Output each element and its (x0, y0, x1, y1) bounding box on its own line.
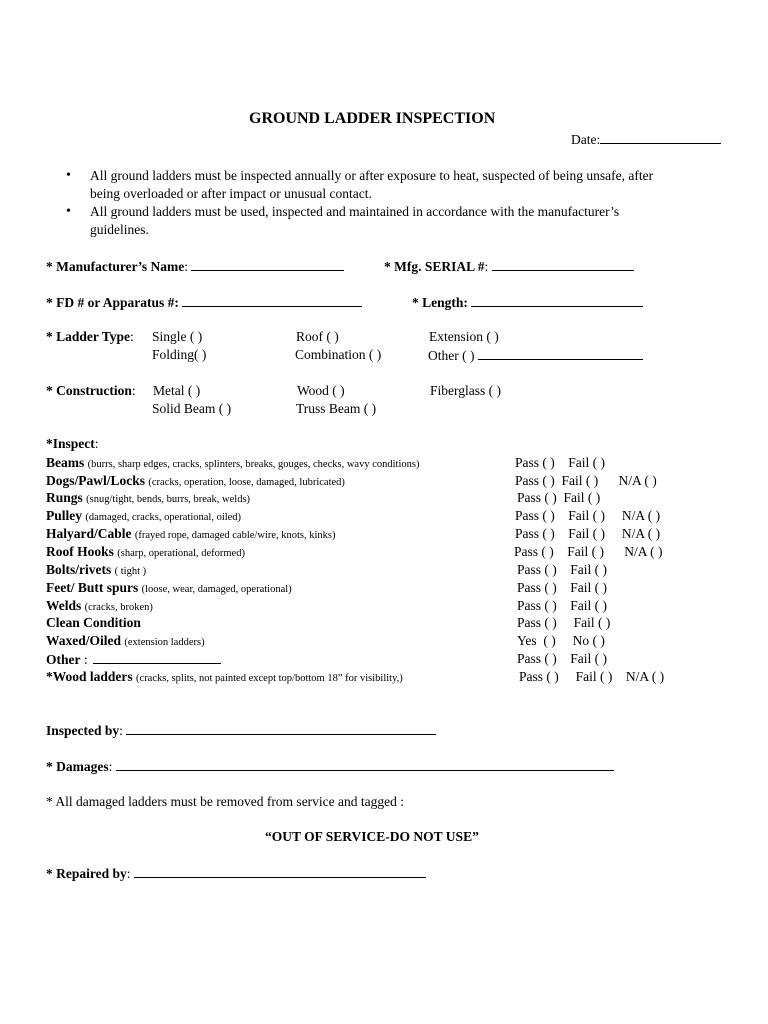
date-label: Date: (571, 132, 601, 147)
inspect-item (46, 562, 146, 578)
ladder-type-extension[interactable]: Extension ( ) (429, 329, 499, 344)
length-blank[interactable] (471, 294, 643, 307)
inspect-item-name: Roof Hooks (46, 544, 114, 559)
page-title: GROUND LADDER INSPECTION (249, 110, 496, 127)
inspect-item-detail: (damaged, cracks, operational, oiled) (85, 512, 242, 523)
ladder-type-label-wrap: * Ladder Type: (46, 329, 134, 344)
inspect-item-name: Welds (46, 598, 82, 613)
ladder-type-other (428, 347, 643, 364)
manufacturer-name-blank[interactable] (191, 258, 344, 271)
inspect-item-options[interactable]: Pass ( ) Fail ( ) (517, 598, 607, 613)
inspect-item-name: Dogs/Pawl/Locks (46, 473, 146, 488)
construction-label-wrap: * Construction: (46, 383, 136, 398)
inspect-item-detail: (frayed rope, damaged cable/wire, knots, kinks) (134, 530, 336, 541)
inspect-item (46, 669, 403, 685)
ladder-type-other-label[interactable]: Other ( ) (428, 348, 475, 363)
construction-truss-beam[interactable]: Truss Beam ( ) (296, 401, 377, 416)
date-field (571, 131, 721, 148)
instruction-line: guidelines. (90, 222, 149, 237)
inspect-item-options[interactable]: Pass ( ) Fail ( ) N/A ( ) (514, 544, 663, 559)
inspect-item-options[interactable]: Pass ( ) Fail ( ) N/A ( ) (515, 473, 657, 488)
inspect-item-name: Feet/ Butt spurs (46, 580, 139, 595)
inspect-item-detail: (loose, wear, damaged, operational) (141, 584, 292, 595)
instructions-list (66, 167, 726, 239)
inspect-item-detail: (cracks, broken) (84, 602, 153, 613)
inspect-item-name: Beams (46, 455, 85, 470)
inspect-item-detail: (snug/tight, bends, burrs, break, welds) (86, 494, 251, 505)
length-field (412, 294, 643, 311)
inspect-item-options[interactable]: Pass ( ) Fail ( ) (517, 615, 611, 630)
instruction-item (66, 167, 726, 203)
inspect-item-name: Clean Condition (46, 615, 141, 630)
inspect-item-name: Waxed/Oiled (46, 633, 122, 648)
ladder-type-other-blank[interactable] (478, 347, 643, 360)
ladder-type-folding[interactable]: Folding( ) (152, 347, 207, 362)
inspect-item-detail: (burrs, sharp edges, cracks, splinters, breaks, gouges, checks, wavy conditions) (87, 459, 420, 470)
inspect-item-name: Halyard/Cable (46, 526, 132, 541)
inspect-item-detail: : (83, 652, 88, 667)
instruction-item (66, 203, 726, 239)
serial-label: * Mfg. SERIAL # (384, 259, 485, 274)
inspect-item (46, 473, 345, 489)
inspect-item (46, 633, 205, 649)
inspect-label: *Inspect (46, 436, 95, 451)
inspect-item-options[interactable]: Pass ( ) Fail ( ) (517, 580, 607, 595)
length-label: * Length: (412, 295, 468, 310)
inspect-item-name: Other (46, 652, 81, 667)
removal-note: * All damaged ladders must be removed from service and tagged : (46, 794, 405, 809)
inspect-item (46, 508, 241, 524)
inspect-item-detail: (cracks, operation, loose, damaged, lubricated) (148, 477, 345, 488)
inspect-item-options[interactable]: Pass ( ) Fail ( ) (517, 562, 607, 577)
construction-fiberglass[interactable]: Fiberglass ( ) (430, 383, 501, 398)
serial-field: * Mfg. SERIAL #: (384, 258, 634, 275)
instruction-line: being overloaded or after impact or unusual contact. (90, 186, 372, 201)
ladder-type-single[interactable]: Single ( ) (152, 329, 203, 344)
inspected-by-field: Inspected by: (46, 722, 436, 739)
inspect-item-options[interactable]: Pass ( ) Fail ( ) N/A ( ) (519, 669, 665, 684)
inspect-item (46, 580, 292, 596)
instruction-line: • All ground ladders must be used, inspected and maintained in accordance with the manufacturer’s (90, 204, 620, 219)
inspected-by-blank[interactable] (126, 722, 436, 735)
inspect-item (46, 615, 141, 631)
inspect-item-detail: (sharp, operational, deformed) (117, 548, 245, 559)
inspect-item (46, 598, 153, 614)
inspect-item-options[interactable]: Pass ( ) Fail ( ) (517, 651, 607, 666)
repaired-by-field: * Repaired by: (46, 865, 426, 882)
inspect-item (46, 455, 419, 471)
fd-apparatus-blank[interactable] (182, 294, 362, 307)
inspected-by-label: Inspected by (46, 723, 120, 738)
inspect-header: *Inspect: (46, 436, 99, 451)
construction-label: * Construction (46, 383, 132, 398)
inspect-item-options[interactable]: Pass ( ) Fail ( ) N/A ( ) (515, 508, 661, 523)
inspect-item-options[interactable]: Pass ( ) Fail ( ) (515, 455, 605, 470)
inspect-item-name: Rungs (46, 490, 83, 505)
damages-field: * Damages: (46, 758, 614, 775)
ladder-type-label: * Ladder Type (46, 329, 131, 344)
serial-blank[interactable] (492, 258, 634, 271)
ladder-type-combination[interactable]: Combination ( ) (295, 347, 382, 362)
repaired-by-blank[interactable] (134, 865, 426, 878)
inspect-item-options[interactable]: Pass ( ) Fail ( ) N/A ( ) (515, 526, 661, 541)
fd-apparatus-field (46, 294, 362, 311)
inspect-item-options[interactable]: Pass ( ) Fail ( ) (517, 490, 601, 505)
inspect-item-name: Bolts/rivets (46, 562, 112, 577)
manufacturer-name-label: * Manufacturer’s Name (46, 259, 185, 274)
inspect-item-name: Pulley (46, 508, 82, 523)
inspect-item (46, 544, 245, 560)
inspect-item-detail: (cracks, splits, not painted except top/bottom 18” for visibility,) (136, 673, 403, 684)
fd-apparatus-label: * FD # or Apparatus #: (46, 295, 179, 310)
inspect-item-detail: (extension ladders) (124, 637, 205, 648)
inspect-item-options[interactable]: Yes ( ) No ( ) (517, 633, 605, 648)
inspect-item (46, 490, 250, 506)
inspect-item (46, 651, 221, 668)
inspect-item-detail: ( tight ) (114, 566, 147, 577)
damages-label: * Damages (46, 759, 109, 774)
construction-wood[interactable]: Wood ( ) (297, 383, 345, 398)
damages-blank[interactable] (116, 758, 614, 771)
instruction-line: • All ground ladders must be inspected annually or after exposure to heat, suspected of being unsafe, after (90, 168, 654, 183)
manufacturer-name-field: * Manufacturer’s Name: (46, 258, 344, 275)
repaired-by-label: * Repaired by (46, 866, 127, 881)
inspect-other-blank[interactable] (93, 651, 221, 664)
ladder-type-roof[interactable]: Roof ( ) (296, 329, 339, 344)
inspect-item-name: *Wood ladders (46, 669, 133, 684)
construction-solid-beam[interactable]: Solid Beam ( ) (152, 401, 232, 416)
construction-metal[interactable]: Metal ( ) (153, 383, 201, 398)
out-of-service-tag: “OUT OF SERVICE-DO NOT USE” (265, 829, 479, 844)
date-blank[interactable] (600, 131, 721, 144)
inspect-item (46, 526, 335, 542)
